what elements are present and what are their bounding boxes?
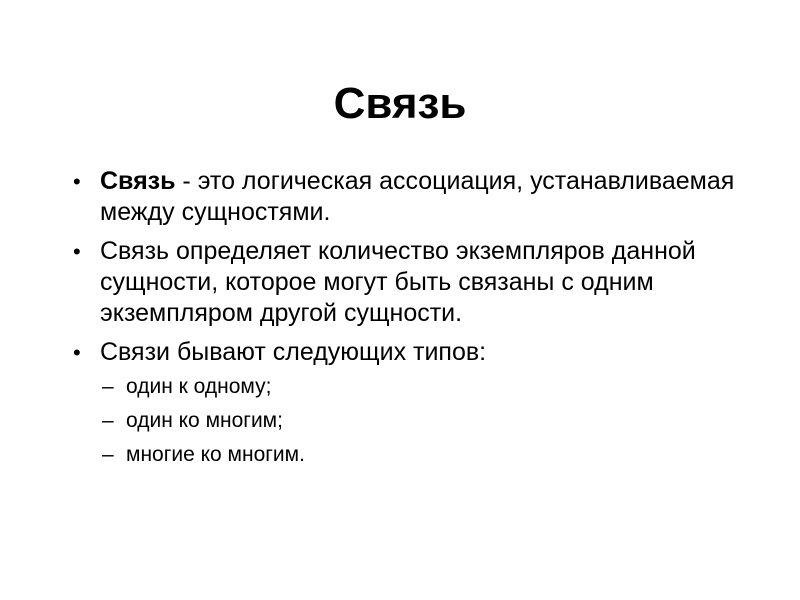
bullet-item-definition xyxy=(70,166,770,228)
dash-marker: – xyxy=(102,375,114,398)
bullet-list xyxy=(70,166,770,476)
slide-title: Связь xyxy=(333,79,467,128)
bullet-marker: • xyxy=(73,169,81,194)
dash-marker: – xyxy=(102,443,114,466)
bullet-item-types xyxy=(70,337,770,468)
relation-types-list xyxy=(100,374,770,468)
bullet-text: Связь определяет количество экземпляров данной сущности, которое могут быть связаны с одним экземпляром другой сущности. xyxy=(100,237,696,327)
bullet-text: - это логическая ассоциация, устанавливаемая между сущностями. xyxy=(100,167,735,226)
list-item xyxy=(100,374,770,400)
list-item xyxy=(100,442,770,468)
list-item-text: один к одному; xyxy=(126,375,272,398)
list-item-text: многие ко многим. xyxy=(126,443,305,466)
list-item-text: один ко многим; xyxy=(126,409,283,432)
bullet-marker: • xyxy=(73,340,81,365)
bullet-item-cardinality xyxy=(70,236,770,329)
bullet-marker: • xyxy=(73,239,81,264)
bullet-text: Связи бывают следующих типов: xyxy=(100,338,487,366)
dash-marker: – xyxy=(102,409,114,432)
bullet-term: Связь xyxy=(100,167,176,195)
list-item xyxy=(100,408,770,434)
